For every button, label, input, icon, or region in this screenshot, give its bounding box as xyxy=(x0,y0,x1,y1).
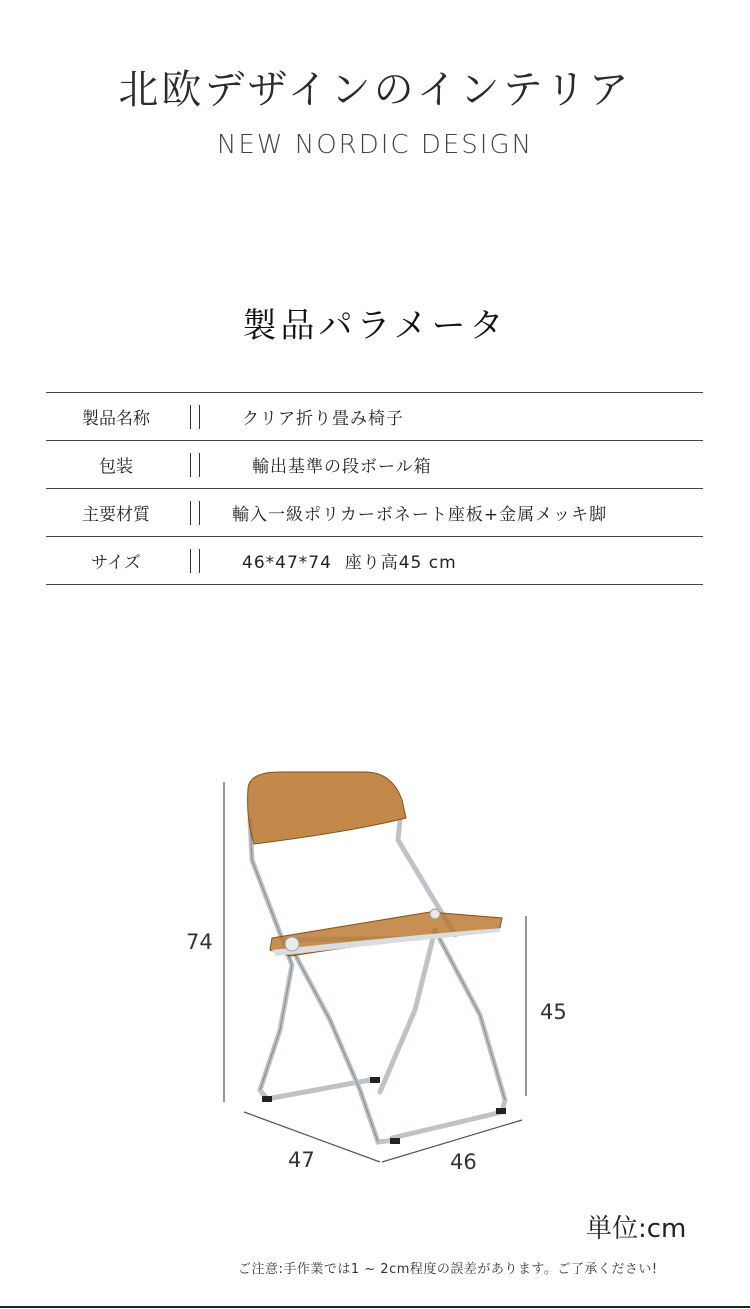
unit-label: 単位:cm xyxy=(586,1214,687,1244)
spec-label: 包装 xyxy=(99,457,133,477)
chair-foot xyxy=(496,1108,506,1114)
spec-row-material xyxy=(46,489,703,537)
spec-separator xyxy=(190,453,200,477)
spec-row-product-name xyxy=(46,393,703,441)
chair-foot xyxy=(370,1077,380,1083)
spec-separator xyxy=(190,549,200,573)
chair-backrest xyxy=(248,772,406,844)
spec-table xyxy=(46,392,703,585)
chair-foot xyxy=(262,1096,272,1102)
chair-hinge xyxy=(285,937,299,951)
spec-row-packaging xyxy=(46,441,703,489)
spec-separator xyxy=(190,405,200,429)
page-subtitle: NEW NORDIC DESIGN xyxy=(216,130,534,160)
spec-value: 46*47*74 座り高45 cm xyxy=(242,553,457,573)
spec-row-size xyxy=(46,537,703,585)
chair-dimension-figure xyxy=(180,760,580,1180)
spec-section-title: 製品パラメータ xyxy=(242,306,508,346)
spec-value: 輸入一級ポリカーボネート座板+金属メッキ脚 xyxy=(232,505,608,525)
page-title: 北欧デザインのインテリア xyxy=(118,67,632,113)
dimension-seat-height-label: 45 xyxy=(540,1000,567,1024)
spec-label: 製品名称 xyxy=(82,409,150,429)
dimension-height-label: 74 xyxy=(186,930,213,954)
spec-label: サイズ xyxy=(91,553,141,573)
dimension-depth-label: 47 xyxy=(288,1148,315,1172)
chair-foot xyxy=(390,1138,400,1144)
spec-label: 主要材質 xyxy=(82,505,150,525)
spec-value: クリア折り畳み椅子 xyxy=(242,409,404,429)
dimension-width-label: 46 xyxy=(450,1150,477,1174)
chair-frame xyxy=(250,820,505,1142)
spec-value: 輸出基準の段ボール箱 xyxy=(252,457,432,477)
disclaimer-note: ご注意:手作業では1 ~ 2cm程度の誤差があります。ご了承ください! xyxy=(238,1262,658,1277)
bottom-divider xyxy=(0,1306,750,1308)
spec-separator xyxy=(190,501,200,525)
